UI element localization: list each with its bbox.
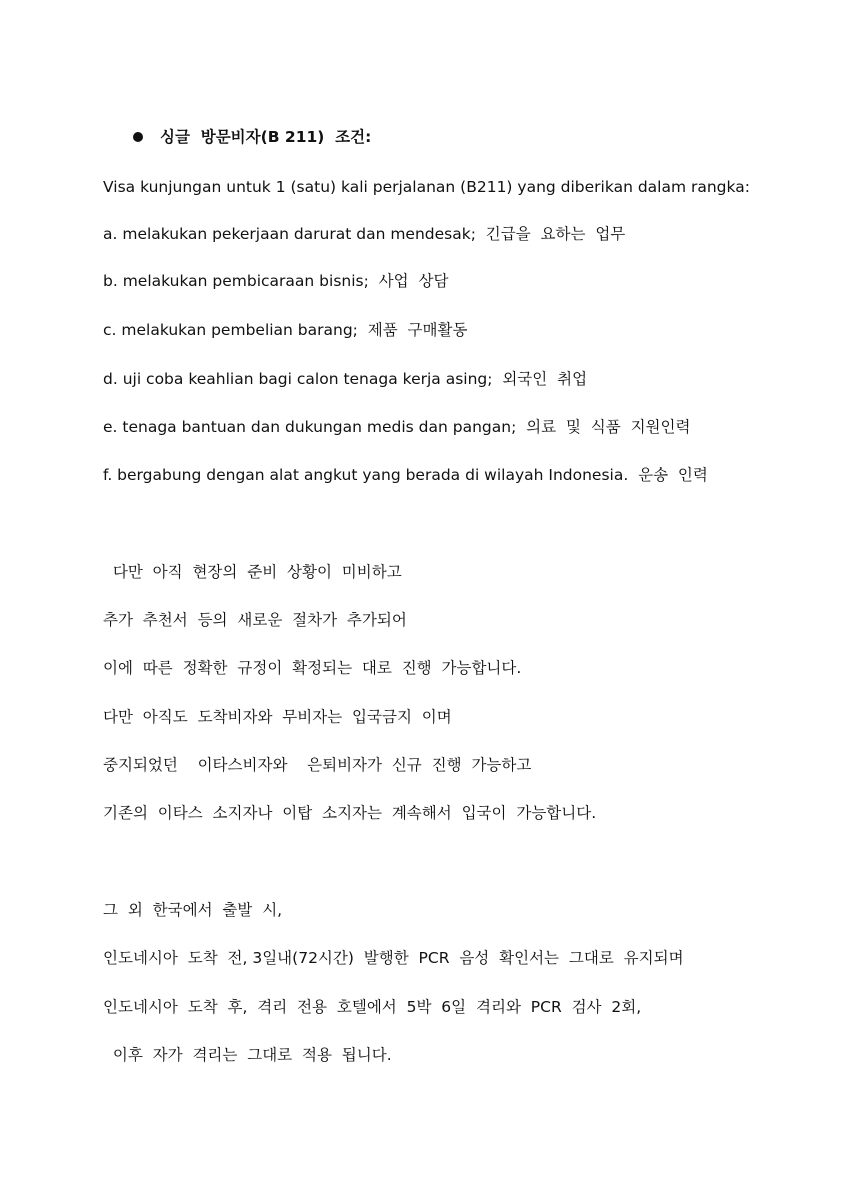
visa-item-e: e. tenaga bantuan dan dukungan medis dan pangan; 의료 및 식품 지원인력 — [103, 418, 691, 436]
notice-line-5: 중지되었던 이타스비자와 은퇴비자가 신규 진행 가능하고 — [103, 756, 532, 774]
notice-line-6: 기존의 이타스 소지자나 이탑 소지자는 계속해서 입국이 가능합니다. — [103, 804, 597, 822]
visa-intro: Visa kunjungan untuk 1 (satu) kali perjalanan (B211) yang diberikan dalam rangka: — [103, 178, 750, 196]
notice-line-3: 이에 따른 정확한 규정이 확정되는 대로 진행 가능합니다. — [103, 659, 522, 677]
departure-line-4: 이후 자가 격리는 그대로 적용 됩니다. — [103, 1046, 392, 1064]
notice-line-4: 다만 아직도 도착비자와 무비자는 입국금지 이며 — [103, 708, 452, 726]
visa-item-c: c. melakukan pembelian barang; 제품 구매활동 — [103, 321, 468, 339]
visa-item-b: b. melakukan pembicaraan bisnis; 사업 상담 — [103, 272, 449, 290]
departure-line-3: 인도네시아 도착 후, 격리 전용 호텔에서 5박 6일 격리와 PCR 검사 2회, — [103, 998, 642, 1016]
departure-line-2: 인도네시아 도착 전, 3일내(72시간) 발행한 PCR 음성 확인서는 그대로 유지되며 — [103, 949, 684, 967]
visa-item-f: f. bergabung dengan alat angkut yang berada di wilayah Indonesia. 운송 인력 — [103, 466, 708, 484]
notice-line-2: 추가 추천서 등의 새로운 절차가 추가되어 — [103, 611, 407, 629]
notice-line-1: 다만 아직 현장의 준비 상황이 미비하고 — [103, 563, 402, 581]
section-heading: 싱글 방문비자(B 211) 조건: — [160, 128, 372, 146]
departure-line-1: 그 외 한국에서 출발 시, — [103, 901, 283, 919]
visa-item-d: d. uji coba keahlian bagi calon tenaga kerja asing; 외국인 취업 — [103, 370, 588, 388]
bullet-icon — [133, 132, 143, 142]
visa-item-a: a. melakukan pekerjaan darurat dan mendesak; 긴급을 요하는 업무 — [103, 225, 626, 243]
